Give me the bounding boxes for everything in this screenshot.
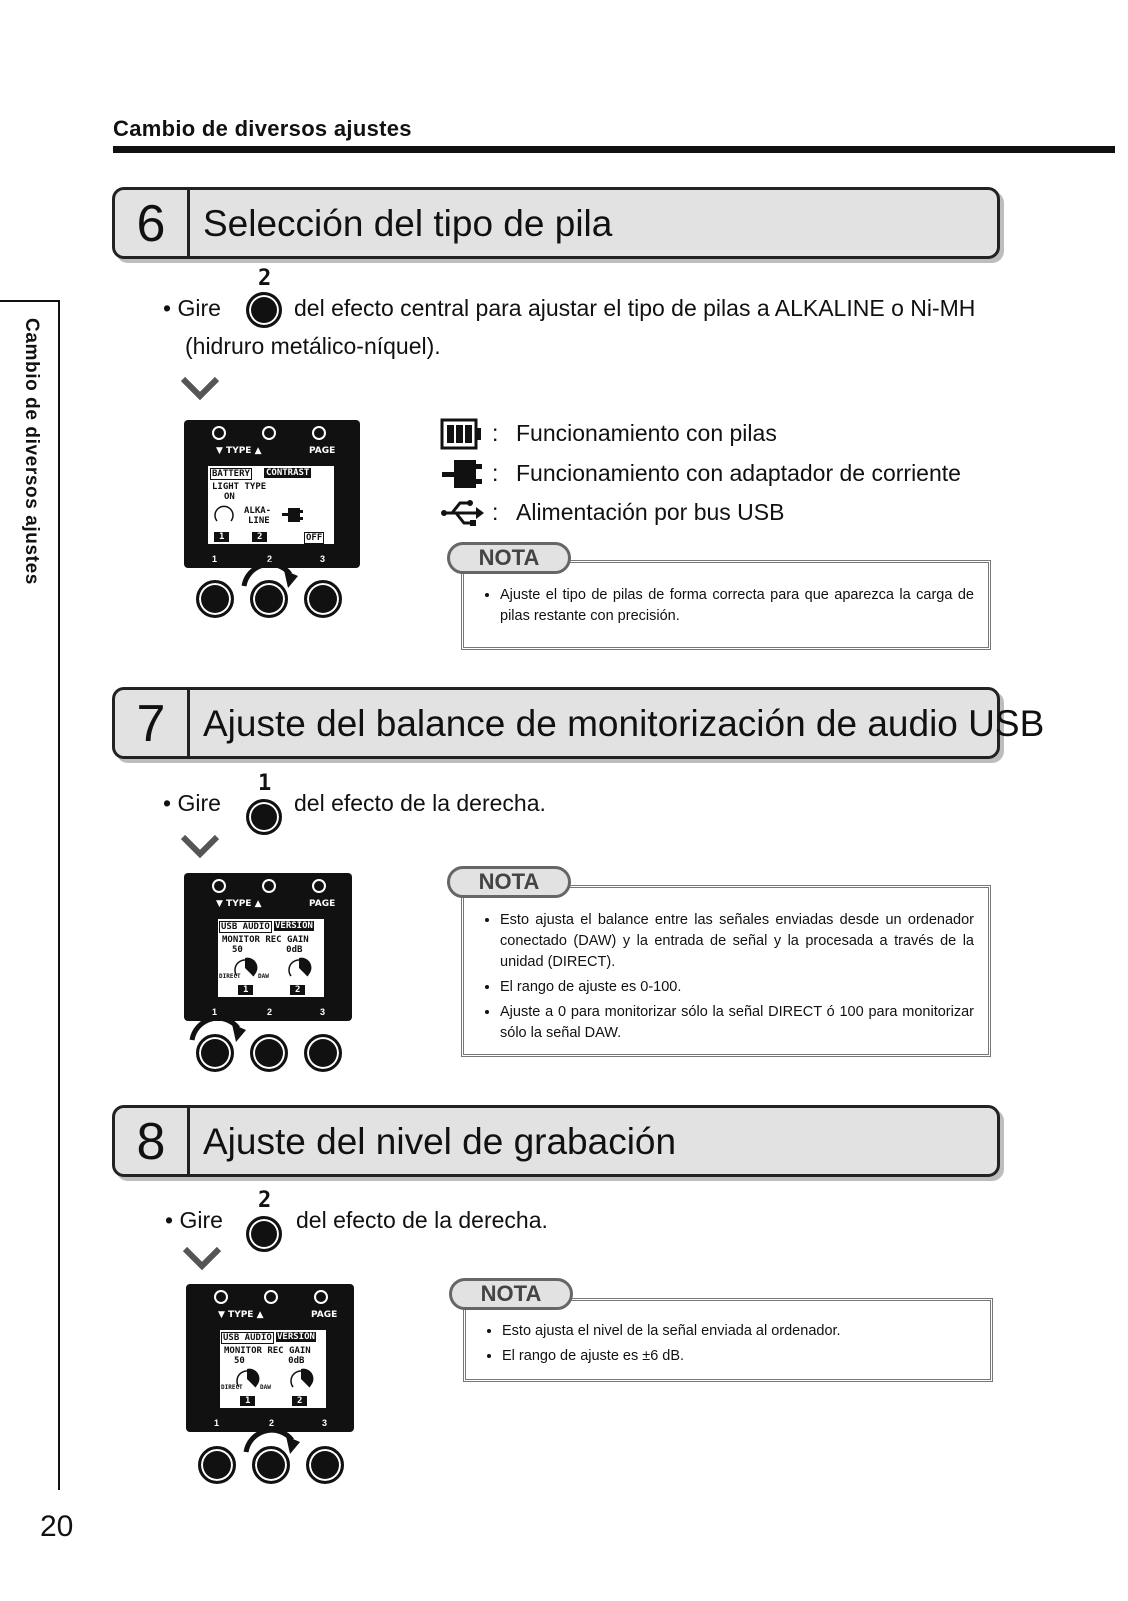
screen-tab-active: VERSION bbox=[275, 921, 313, 931]
param-number: 2 bbox=[292, 1396, 307, 1406]
lcd-screen bbox=[206, 464, 336, 546]
page-number: 20 bbox=[40, 1510, 74, 1543]
control-knob[interactable] bbox=[196, 1034, 234, 1072]
note-item: • Esto ajusta el nivel de la señal enviada al ordenador. bbox=[502, 1321, 976, 1342]
led-indicator bbox=[212, 426, 226, 440]
knob-icon bbox=[246, 1216, 282, 1252]
led-indicator bbox=[264, 1290, 278, 1304]
knob-number: 1 bbox=[258, 771, 272, 796]
screen-tab: USB AUDIO bbox=[223, 1333, 272, 1343]
control-knob[interactable] bbox=[304, 580, 342, 618]
legend-colon: : bbox=[492, 499, 499, 525]
knob-number-label: 1 bbox=[212, 1007, 218, 1017]
note-item: • El rango de ajuste es ±6 dB. bbox=[502, 1346, 976, 1367]
instruction-text-continued: (hidruro metálico-níquel). bbox=[185, 333, 441, 359]
section-number: 6 bbox=[115, 190, 190, 256]
page-header-title: Cambio de diversos ajustes bbox=[113, 116, 412, 141]
legend-colon: : bbox=[492, 460, 499, 486]
note-item: • Esto ajusta el balance entre las señales enviadas desde un ordenador conectado (DAW) y la entrada de señal y la procesada a través de la unidad (DIRECT). bbox=[500, 910, 974, 973]
control-knob[interactable] bbox=[250, 580, 288, 618]
section-number: 8 bbox=[115, 1108, 190, 1174]
screen-off-label: OFF bbox=[306, 533, 323, 543]
section-title: Ajuste del balance de monitorización de audio USB bbox=[203, 703, 1045, 744]
section-8-heading bbox=[112, 1105, 1000, 1177]
param-number: 1 bbox=[240, 1396, 255, 1406]
page-label: PAGE bbox=[311, 1310, 338, 1320]
legend-colon: : bbox=[492, 420, 499, 446]
screen-tab: BATTERY bbox=[212, 469, 250, 479]
led-indicator bbox=[214, 1290, 228, 1304]
screen-line: LIGHT TYPE bbox=[212, 482, 267, 492]
ac-adapter-icon bbox=[440, 458, 484, 490]
knob-number-label: 1 bbox=[214, 1418, 220, 1428]
rec-gain-knob-icon bbox=[288, 1366, 314, 1392]
device-display-rec-gain bbox=[186, 1284, 354, 1432]
instruction-text: del efecto central para ajustar el tipo de pilas a ALKALINE o Ni-MH bbox=[294, 295, 976, 321]
instruction-text: del efecto de la derecha. bbox=[294, 790, 546, 816]
section-6-heading bbox=[112, 187, 1000, 259]
led-indicator bbox=[212, 879, 226, 893]
led-indicator bbox=[312, 426, 326, 440]
legend-text: Funcionamiento con pilas bbox=[516, 420, 777, 446]
led-indicator bbox=[262, 426, 276, 440]
control-knob[interactable] bbox=[250, 1034, 288, 1072]
note-box bbox=[463, 1298, 993, 1382]
direct-label: DIRECT bbox=[221, 1384, 243, 1391]
control-knob[interactable] bbox=[306, 1446, 344, 1484]
type-label: ▼ TYPE ▲ bbox=[216, 899, 262, 909]
section-title: Selección del tipo de pila bbox=[203, 203, 613, 244]
knob-icon bbox=[246, 799, 282, 835]
knob-icon bbox=[246, 292, 282, 328]
lcd-screen bbox=[216, 917, 326, 999]
screen-tab-active: VERSION bbox=[277, 1332, 315, 1342]
direct-label: DIRECT bbox=[219, 973, 241, 980]
instruction-text: del efecto de la derecha. bbox=[296, 1207, 548, 1233]
knob-number-label: 3 bbox=[322, 1418, 328, 1428]
page-label: PAGE bbox=[309, 899, 336, 909]
knob-number-label: 3 bbox=[320, 1007, 326, 1017]
lcd-screen bbox=[218, 1328, 328, 1410]
knob-number-label: 2 bbox=[267, 1007, 273, 1017]
daw-label: DAW bbox=[258, 973, 269, 980]
ac-adapter-icon bbox=[280, 506, 304, 524]
daw-label: DAW bbox=[260, 1384, 271, 1391]
instruction-prefix: • Gire bbox=[163, 790, 221, 816]
knob-number-label: 1 bbox=[212, 554, 218, 564]
knob-number: 2 bbox=[258, 266, 272, 291]
knob-number-label: 2 bbox=[267, 554, 273, 564]
knob-number: 2 bbox=[258, 1188, 272, 1213]
note-item: • El rango de ajuste es 0-100. bbox=[500, 977, 974, 998]
note-item: • Ajuste a 0 para monitorizar sólo la señal DIRECT ó 100 para monitorizar sólo la señal DAW. bbox=[500, 1002, 974, 1044]
param-number: 1 bbox=[238, 985, 253, 995]
usb-icon bbox=[440, 497, 484, 529]
note-label: NOTA bbox=[449, 1278, 573, 1310]
side-tab-label: Cambio de diversos ajustes bbox=[21, 318, 42, 585]
section-number: 7 bbox=[115, 690, 190, 756]
note-label: NOTA bbox=[447, 866, 571, 898]
note-item: • Ajuste el tipo de pilas de forma correcta para que aparezca la carga de pilas restante con precisión. bbox=[500, 585, 974, 627]
control-knob[interactable] bbox=[198, 1446, 236, 1484]
legend-text: Funcionamiento con adaptador de corriente bbox=[516, 460, 961, 486]
screen-line: 50 0dB bbox=[234, 1356, 305, 1366]
screen-value: LINE bbox=[248, 516, 270, 526]
control-knob[interactable] bbox=[252, 1446, 290, 1484]
header-rule bbox=[113, 146, 1115, 153]
screen-line: MONITOR REC GAIN bbox=[222, 935, 309, 945]
note-box bbox=[461, 885, 991, 1057]
screen-value: ALKA- bbox=[244, 506, 272, 516]
screen-tab: USB AUDIO bbox=[221, 922, 270, 932]
param-number: 1 bbox=[214, 532, 229, 542]
led-indicator bbox=[262, 879, 276, 893]
chevron-down-icon bbox=[178, 374, 222, 402]
section-title: Ajuste del nivel de grabación bbox=[203, 1121, 677, 1162]
device-display-battery bbox=[184, 420, 360, 568]
screen-line: MONITOR REC GAIN bbox=[224, 1346, 311, 1356]
rec-gain-knob-icon bbox=[286, 955, 312, 981]
instruction-prefix: • Gire bbox=[165, 1207, 223, 1233]
chevron-down-icon bbox=[178, 832, 222, 860]
note-label: NOTA bbox=[447, 542, 571, 574]
led-indicator bbox=[312, 879, 326, 893]
section-7-heading bbox=[112, 687, 1045, 759]
battery-icon bbox=[440, 418, 484, 450]
param-number: 2 bbox=[290, 985, 305, 995]
type-label: ▼ TYPE ▲ bbox=[216, 446, 262, 456]
page-label: PAGE bbox=[309, 446, 336, 456]
legend-text: Alimentación por bus USB bbox=[516, 499, 785, 525]
light-knob-icon bbox=[212, 502, 236, 526]
screen-line: 50 0dB bbox=[232, 945, 303, 955]
instruction-prefix: • Gire bbox=[163, 295, 221, 321]
device-display-usb-audio bbox=[184, 873, 352, 1021]
control-knob[interactable] bbox=[304, 1034, 342, 1072]
knob-number-label: 3 bbox=[320, 554, 326, 564]
screen-line: ON bbox=[224, 492, 235, 502]
type-label: ▼ TYPE ▲ bbox=[218, 1310, 264, 1320]
chevron-down-icon bbox=[180, 1244, 224, 1272]
control-knob[interactable] bbox=[196, 580, 234, 618]
led-indicator bbox=[314, 1290, 328, 1304]
param-number: 2 bbox=[252, 532, 267, 542]
screen-tab-active: CONTRAST bbox=[266, 468, 310, 478]
knob-number-label: 2 bbox=[269, 1418, 275, 1428]
